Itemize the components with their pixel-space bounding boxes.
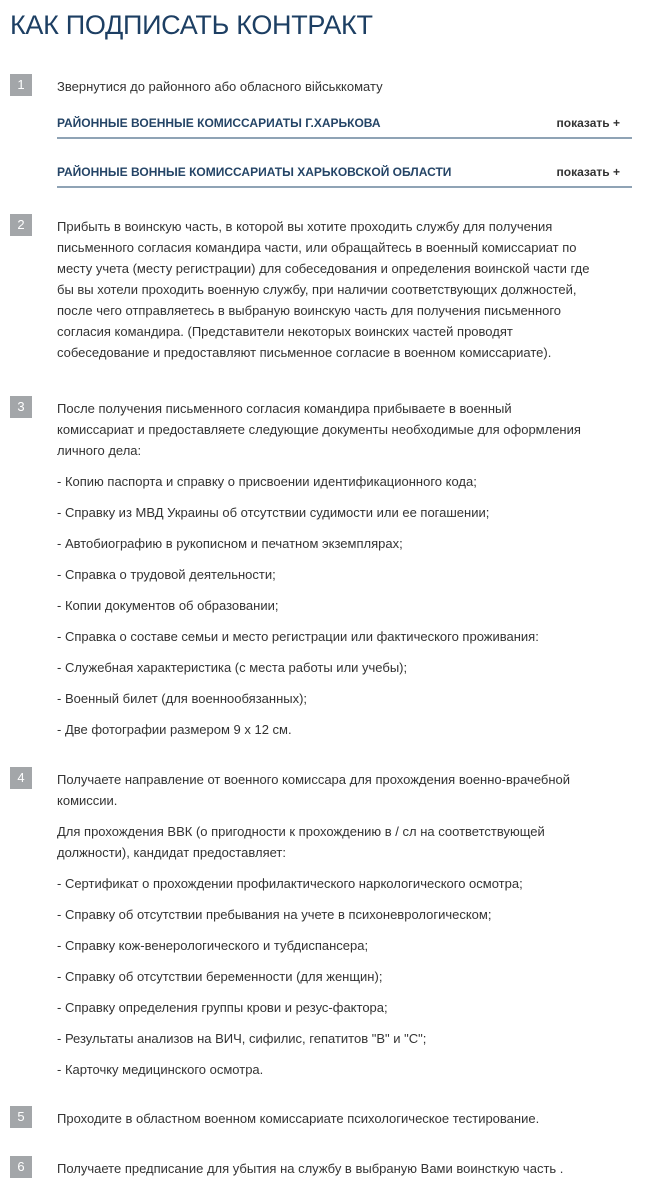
accordion-2[interactable] [57,152,632,188]
paragraph [57,471,647,492]
page-title: КАК ПОДПИСАТЬ КОНТРАКТ [10,10,373,40]
text-line: комиссии. [57,793,118,808]
text-line: - Автобиографию в рукописном и печатном экземплярах; [57,536,403,551]
step-content [57,1108,647,1129]
text-line: - Справку из МВД Украины об отсутствии судимости или ее погашении; [57,505,490,520]
show-toggle-button[interactable]: показать + [556,165,620,179]
text-line: Получаете направление от военного комиссара для прохождения военно-врачебной [57,772,571,787]
paragraph [57,1158,647,1179]
text-line: - Копию паспорта и справку о присвоении идентификационного кода; [57,474,477,489]
paragraph [57,502,647,523]
text-line: - Справка о составе семьи и место регистрации или фактического проживания: [57,629,539,644]
paragraph [57,657,647,678]
step-content [57,398,647,740]
step-content [57,216,647,363]
step-content [57,1158,647,1179]
paragraph [57,1028,647,1049]
step-number-badge: 3 [10,396,32,418]
paragraph [57,533,647,554]
text-line: - Справку кож-венерологического и тубдиспансера; [57,938,369,953]
paragraph [57,564,647,585]
paragraph [57,595,647,616]
accordion-title: РАЙОННЫЕ ВОННЫЕ КОМИССАРИАТЫ ХАРЬКОВСКОЙ ОБЛАСТИ [57,165,452,179]
text-line: Получаете предписание для убытия на службу в выбраную Вами воинсткую часть . [57,1161,564,1176]
text-line: должности), кандидат предоставляет: [57,845,286,860]
paragraph [57,216,647,363]
text-line: письменного согласия командира части, или обращайтесь в военный комиссариат по [57,240,577,255]
step-number-badge: 6 [10,1156,32,1178]
text-line: после чего отправляетесь в выбраную воинскую часть для получения письменного [57,303,562,318]
paragraph [57,904,647,925]
text-line: Для прохождения ВВК (о пригодности к прохождению в / сл на соответствующей [57,824,545,839]
paragraph [57,1108,647,1129]
text-line: - Результаты анализов на ВИЧ, сифилис, гепатитов "В" и "С"; [57,1031,427,1046]
paragraph [57,769,647,811]
accordion-title: РАЙОННЫЕ ВОЕННЫЕ КОМИССАРИАТЫ Г.ХАРЬКОВА [57,116,381,130]
paragraph [57,1059,647,1080]
paragraph [57,76,647,97]
text-line: Прибыть в воинскую часть, в которой вы хотите проходить службу для получения [57,219,553,234]
text-line: Проходите в областном военном комиссариате психологическое тестирование. [57,1111,540,1126]
paragraph [57,688,647,709]
text-line: - Карточку медицинского осмотра. [57,1062,264,1077]
text-line: - Справка о трудовой деятельности; [57,567,276,582]
text-line: - Две фотографии размером 9 х 12 см. [57,722,292,737]
text-line: Звернутися до районного або обласного військкомату [57,79,383,94]
text-line: - Копии документов об образовании; [57,598,279,613]
step-number-badge: 4 [10,767,32,789]
text-line: - Военный билет (для военнообязанных); [57,691,308,706]
step-number-badge: 5 [10,1106,32,1128]
text-line: согласия командира. (Представители некоторых воинских частей проводят [57,324,513,339]
text-line: - Сертификат о прохождении профилактического наркологического осмотра; [57,876,523,891]
text-line: месту учета (месту регистрации) для собеседования и определения воинской части где [57,261,590,276]
text-line: - Справку об отсутствии беременности (для женщин); [57,969,383,984]
show-toggle-button[interactable]: показать + [556,116,620,130]
paragraph [57,997,647,1018]
text-line: комиссариат и предоставляете следующие документы необходимые для оформления [57,422,581,437]
text-line: - Служебная характеристика (с места работы или учебы); [57,660,408,675]
step-content [57,76,647,188]
paragraph [57,719,647,740]
text-line: личного дела: [57,443,142,458]
paragraph [57,626,647,647]
paragraph [57,873,647,894]
step-number-badge: 1 [10,74,32,96]
step-content [57,769,647,1080]
paragraph [57,966,647,987]
step-number-badge: 2 [10,214,32,236]
text-line: бы вы хотели проходить военную службу, при наличии соответствующих должностей, [57,282,577,297]
paragraph [57,398,647,461]
paragraph [57,821,647,863]
text-line: После получения письменного согласия командира прибываете в военный [57,401,512,416]
text-line: - Справку определения группы крови и резус-фактора; [57,1000,388,1015]
text-line: - Справку об отсутствии пребывания на учете в психоневрологическом; [57,907,492,922]
text-line: собеседование и предоставляют письменное согласие в военном комиссариате). [57,345,552,360]
paragraph [57,935,647,956]
accordion-1[interactable] [57,103,632,139]
